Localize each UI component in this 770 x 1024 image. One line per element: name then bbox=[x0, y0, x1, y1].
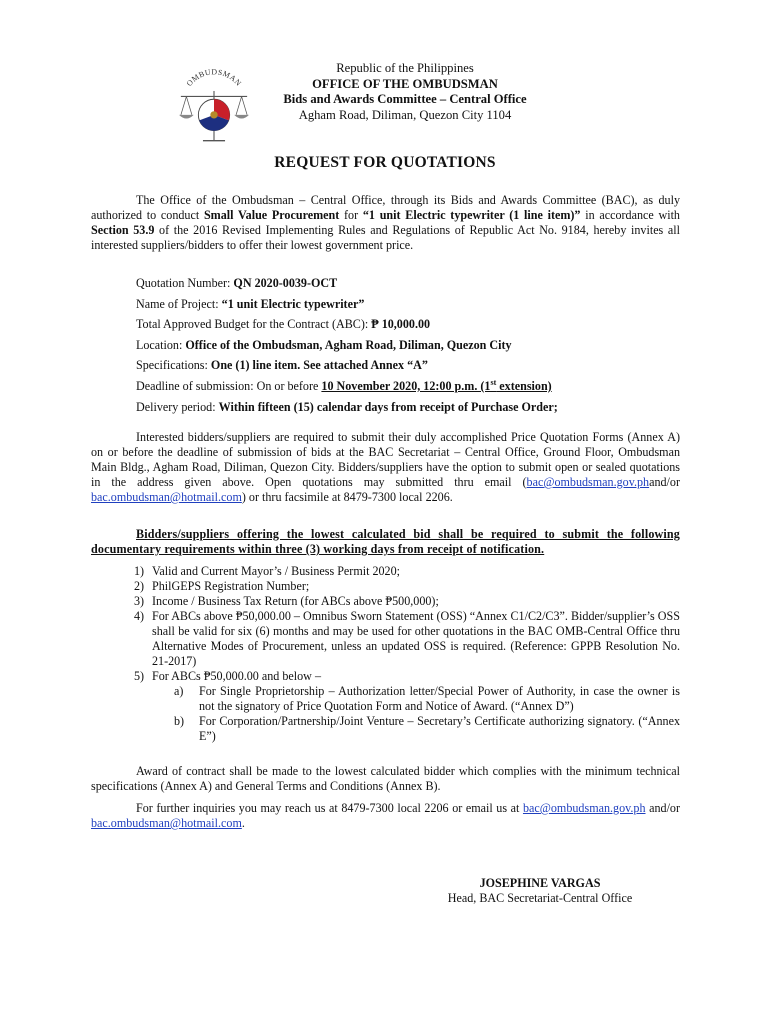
detail-location bbox=[136, 338, 696, 359]
svg-text:OMBUDSMAN: OMBUDSMAN bbox=[184, 67, 244, 88]
award-text: Award of contract shall be made to the lowest calculated bidder which complies with the minimum technical specifications (Annex A) and General Terms and Conditions (Annex B). bbox=[91, 764, 680, 793]
signatory-name: JOSEPHINE VARGAS bbox=[479, 876, 601, 890]
quotation-label: Quotation Number: bbox=[136, 276, 234, 290]
abc-value: ₱ 10,000.00 bbox=[371, 317, 431, 332]
inquiries-email-bac[interactable]: bac@ombudsman.gov.ph bbox=[522, 801, 646, 815]
letterhead-address: Agham Road, Diliman, Quezon City 1104 bbox=[298, 107, 512, 122]
project-value: “1 unit Electric typewriter” bbox=[221, 296, 365, 311]
deadline-date: 10 November 2020, 12:00 p.m. (1 bbox=[321, 378, 491, 393]
sub-list-text: For Single Proprietorship – Authorization letter/Special Power of Authority, in case the owner is not the signatory of Price Quotation Form and Notice of Award. (“Annex D”) bbox=[199, 684, 680, 713]
letterhead bbox=[250, 61, 560, 123]
deadline-extension: extension) bbox=[496, 378, 552, 393]
list-text: For ABCs above ₱50,000.00 – Omnibus Sworn Statement (OSS) “Annex C1/C2/C3”. Bidder/supplier’s OSS shall be valid for six (6) months and may be used for other quotations in the BAC OMB-Central Office thru Alternative Modes of Procurement, unless an updated OSS is required. (Reference: GPPB Resolution No. 21-2017) bbox=[152, 609, 680, 668]
deadline-value bbox=[321, 379, 551, 393]
sub-list-item bbox=[174, 714, 680, 744]
project-label: Name of Project: bbox=[136, 296, 222, 311]
location-label: Location: bbox=[136, 337, 186, 352]
intro-text-1: The Office of the Ombudsman – Central Office, through its Bids and Awards Committee (BAC), as duly authorized to conduct bbox=[91, 193, 680, 222]
list-item bbox=[134, 564, 680, 579]
intro-text-3: in accordance with bbox=[580, 208, 680, 222]
submission-fax: ) or thru facsimile at 8479-7300 local 2206. bbox=[241, 490, 453, 504]
rfq-details bbox=[136, 276, 696, 420]
sub-list-item bbox=[174, 684, 680, 714]
list-number: 3) bbox=[134, 594, 145, 608]
intro-paragraph bbox=[91, 193, 680, 253]
section-reference: Section 53.9 bbox=[91, 223, 155, 237]
detail-budget bbox=[136, 317, 696, 338]
letterhead-republic: Republic of the Philippines bbox=[336, 61, 474, 75]
letterhead-office: OFFICE OF THE OMBUDSMAN bbox=[312, 76, 498, 91]
sub-list-letter: b) bbox=[174, 714, 185, 728]
detail-specifications bbox=[136, 358, 696, 379]
detail-delivery-period bbox=[136, 400, 696, 421]
document-title: REQUEST FOR QUOTATIONS bbox=[274, 154, 496, 171]
delivery-value: Within fifteen (15) calendar days from receipt of Purchase Order; bbox=[218, 399, 558, 414]
list-item bbox=[134, 594, 680, 609]
list-text: Valid and Current Mayor’s / Business Permit 2020; bbox=[152, 564, 401, 578]
intro-text-2: for bbox=[339, 208, 363, 222]
inquiries-text: For further inquiries you may reach us at 8479-7300 local 2206 or email us at bbox=[136, 801, 523, 815]
abc-label: Total Approved Budget for the Contract (ABC): bbox=[136, 317, 372, 332]
inquiries-paragraph bbox=[91, 801, 680, 831]
requirements-heading bbox=[91, 527, 680, 557]
deadline-sup: st bbox=[490, 377, 497, 387]
detail-project-name bbox=[136, 297, 696, 318]
sub-list-letter: a) bbox=[174, 684, 184, 698]
requirements-heading-text: Bidders/suppliers offering the lowest calculated bid shall be required to submit the following documentary requirements within three (3) working days from receipt of notification. bbox=[91, 527, 680, 556]
email-link-hotmail[interactable]: bac.ombudsman@hotmail.com bbox=[91, 490, 242, 504]
email-link-bac[interactable]: bac@ombudsman.gov.ph bbox=[526, 475, 650, 489]
sub-list-text: For Corporation/Partnership/Joint Venture – Secretary’s Certificate authorizing signatory. (“Annex E”) bbox=[199, 714, 680, 743]
letterhead-committee: Bids and Awards Committee – Central Office bbox=[283, 92, 527, 107]
award-paragraph bbox=[91, 764, 680, 794]
list-text: Income / Business Tax Return (for ABCs above ₱500,000); bbox=[152, 594, 439, 608]
list-number: 5) bbox=[134, 669, 145, 683]
list-number: 1) bbox=[134, 564, 145, 578]
signature-block bbox=[420, 876, 660, 906]
quotation-value: QN 2020-0039-OCT bbox=[233, 276, 338, 290]
list-text: For ABCs ₱50,000.00 and below – bbox=[152, 669, 321, 683]
signatory-position: Head, BAC Secretariat-Central Office bbox=[447, 891, 633, 905]
list-item bbox=[134, 609, 680, 669]
item-description: “1 unit Electric typewriter (1 line item)” bbox=[362, 208, 581, 222]
intro-text-4: of the 2016 Revised Implementing Rules and Regulations of Republic Act No. 9184, hereby invites all interested suppliers/bidders to offer their lowest government price. bbox=[91, 223, 680, 252]
location-value: Office of the Ombudsman, Agham Road, Diliman, Quezon City bbox=[185, 337, 512, 352]
detail-deadline bbox=[136, 379, 696, 400]
delivery-label: Delivery period: bbox=[136, 399, 219, 414]
submission-andor: and/or bbox=[649, 475, 680, 489]
inquiries-end: . bbox=[241, 816, 245, 830]
procurement-mode: Small Value Procurement bbox=[203, 208, 340, 222]
list-item bbox=[134, 579, 680, 594]
list-item bbox=[134, 669, 680, 684]
list-number: 4) bbox=[134, 609, 145, 623]
submission-text: Interested bidders/suppliers are required to submit their duly accomplished Price Quotation Forms (Annex A) on or before the deadline of submission of bids at the BAC Secretariat – Central Office, Ground Floor, Ombudsman Main Bldg., Agham Road, Diliman, Quezon City. Bidders/suppliers have the option to submit open or sealed quotations in the address given above. Open quotations may submitted thru email ( bbox=[91, 430, 680, 489]
submission-paragraph bbox=[91, 430, 680, 505]
list-text: PhilGEPS Registration Number; bbox=[152, 579, 310, 593]
spec-label: Specifications: bbox=[136, 358, 211, 373]
ombudsman-seal-logo bbox=[168, 56, 260, 148]
requirements-list bbox=[134, 564, 680, 744]
spec-value: One (1) line item. See attached Annex “A” bbox=[210, 358, 428, 373]
list-number: 2) bbox=[134, 579, 145, 593]
inquiries-andor: and/or bbox=[645, 801, 680, 815]
deadline-label: Deadline of submission: On or before bbox=[136, 378, 322, 393]
detail-quotation-number bbox=[136, 276, 696, 297]
inquiries-email-hotmail[interactable]: bac.ombudsman@hotmail.com bbox=[91, 816, 242, 830]
